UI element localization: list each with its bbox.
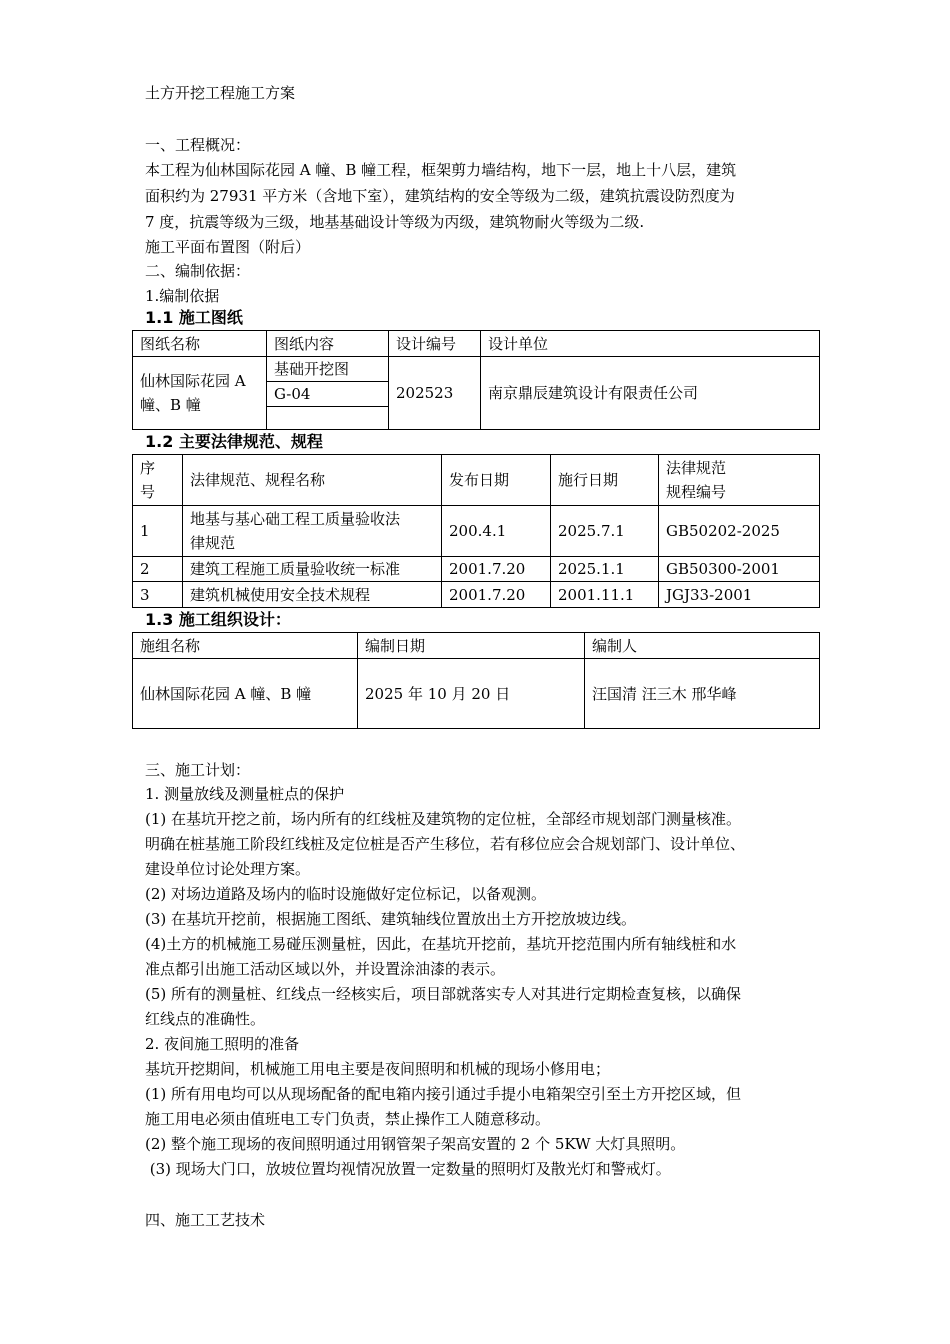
compile-date: 2025 年 10 月 20 日 bbox=[358, 659, 585, 729]
plan-line: (4)土方的机械施工易碰压测量桩，因此，在基坑开挖前，基坑开挖范围内所有轴线桩和水 bbox=[145, 935, 737, 953]
plan-line: 基坑开挖期间，机械施工用电主要是夜间照明和机械的现场小修用电； bbox=[145, 1060, 611, 1078]
plan-line: 准点都引出施工活动区域以外，并设置涂油漆的表示。 bbox=[145, 960, 506, 978]
section-heading-plan: 三、施工计划： bbox=[145, 761, 251, 779]
plan-line: (3) 在基坑开挖前，根据施工图纸、建筑轴线位置放出土方开挖放坡边线。 bbox=[145, 910, 637, 928]
regulation-code: GB50202-2025 bbox=[659, 506, 820, 557]
table-header-cell: 施组名称 bbox=[133, 633, 358, 659]
plan-line: 建设单位讨论处理方案。 bbox=[145, 860, 311, 878]
drawing-name-line: 幢、B 幢 bbox=[140, 396, 201, 414]
design-code-cell: 202523 bbox=[389, 357, 481, 430]
section-heading-overview: 一、工程概况： bbox=[145, 136, 251, 154]
section-heading-basis: 二、编制依据： bbox=[145, 262, 251, 280]
row-number: 3 bbox=[133, 582, 183, 608]
table-header-cell: 施行日期 bbox=[551, 455, 659, 506]
regulation-name: 建筑工程施工质量验收统一标准 bbox=[183, 557, 442, 582]
table-row bbox=[133, 557, 820, 582]
regulation-code: GB50300-2001 bbox=[659, 557, 820, 582]
plan-line: 1. 测量放线及测量桩点的保护 bbox=[145, 785, 345, 803]
drawing-name-cell bbox=[133, 357, 267, 430]
drawing-content-cell: 基础开挖图 bbox=[267, 357, 389, 382]
plan-line: (3) 现场大门口，放坡位置均视情况放置一定数量的照明灯及散光灯和警戒灯。 bbox=[145, 1160, 671, 1178]
heading-construction-org: 1.3 施工组织设计： bbox=[145, 610, 291, 629]
regulations-table bbox=[132, 454, 820, 608]
plan-line: 施工用电必须由值班电工专门负责，禁止操作工人随意移动。 bbox=[145, 1110, 551, 1128]
table-header-cell bbox=[659, 455, 820, 506]
plan-line: 2. 夜间施工照明的准备 bbox=[145, 1035, 300, 1053]
org-name: 仙林国际花园 A 幢、B 幢 bbox=[133, 659, 358, 729]
table-row bbox=[133, 506, 820, 557]
table-header-cell: 设计单位 bbox=[481, 331, 820, 357]
effective-date: 2025.7.1 bbox=[551, 506, 659, 557]
regulation-name-line: 地基与基心础工程工质量验收法 bbox=[190, 510, 401, 528]
drawing-content-cell bbox=[267, 407, 389, 430]
table-header-cell: 设计编号 bbox=[389, 331, 481, 357]
drawing-content-cell: G-04 bbox=[267, 382, 389, 407]
drawing-name-line: 仙林国际花园 A bbox=[140, 372, 246, 390]
plan-line: (2) 整个施工现场的夜间照明通过用钢管架子架高安置的 2 个 5KW 大灯具照明。 bbox=[145, 1135, 686, 1153]
table-header-cell: 编制人 bbox=[585, 633, 820, 659]
heading-regulations: 1.2 主要法律规范、规程 bbox=[145, 432, 323, 451]
document-title: 土方开挖工程施工方案 bbox=[145, 84, 296, 102]
regulation-code: JGJ33-2001 bbox=[659, 582, 820, 608]
plan-line: (2) 对场边道路及场内的临时设施做好定位标记，以备观测。 bbox=[145, 885, 547, 903]
table-header-cell: 发布日期 bbox=[442, 455, 551, 506]
section-heading-technology: 四、施工工艺技术 bbox=[145, 1211, 266, 1229]
plan-line: (1) 在基坑开挖之前，场内所有的红线桩及建筑物的定位桩，全部经市规划部门测量核准。 bbox=[145, 810, 742, 828]
publish-date: 2001.7.20 bbox=[442, 582, 551, 608]
table-header-cell: 法律规范、规程名称 bbox=[183, 455, 442, 506]
table-header-cell: 编制日期 bbox=[358, 633, 585, 659]
header-line: 法律规范 bbox=[666, 459, 727, 477]
regulation-name: 建筑机械使用安全技术规程 bbox=[183, 582, 442, 608]
publish-date: 2001.7.20 bbox=[442, 557, 551, 582]
effective-date: 2001.11.1 bbox=[551, 582, 659, 608]
plan-line: 明确在桩基施工阶段红线桩及定位桩是否产生移位，若有移位应会合规划部门、设计单位、 bbox=[145, 835, 746, 853]
plan-line: (1) 所有用电均可以从现场配备的配电箱内接引通过手提小电箱架空引至土方开挖区域，但 bbox=[145, 1085, 742, 1103]
plan-line: (5) 所有的测量桩、红线点一经核实后，项目部就落实专人对其进行定期检查复核，以确保 bbox=[145, 985, 742, 1003]
header-line: 号 bbox=[140, 483, 156, 501]
publish-date: 200.4.1 bbox=[442, 506, 551, 557]
header-line: 序 bbox=[140, 459, 156, 477]
table-header-cell bbox=[133, 455, 183, 506]
table-header-cell: 图纸内容 bbox=[267, 331, 389, 357]
construction-org-table bbox=[132, 632, 820, 729]
row-number: 1 bbox=[133, 506, 183, 557]
table-row bbox=[133, 582, 820, 608]
header-line: 规程编号 bbox=[666, 483, 727, 501]
overview-line: 7 度，抗震等级为三级，地基基础设计等级为丙级，建筑物耐火等级为二级. bbox=[145, 213, 645, 231]
row-number: 2 bbox=[133, 557, 183, 582]
table-header-cell: 图纸名称 bbox=[133, 331, 267, 357]
effective-date: 2025.1.1 bbox=[551, 557, 659, 582]
overview-line: 面积约为 27931 平方米（含地下室），建筑结构的安全等级为二级，建筑抗震设防烈度为 bbox=[145, 187, 735, 205]
compilers: 汪国清 汪三木 邢华峰 bbox=[585, 659, 820, 729]
regulation-name-line: 律规范 bbox=[190, 534, 236, 552]
subsection-basis: 1.编制依据 bbox=[145, 287, 220, 305]
layout-plan-note: 施工平面布置图（附后） bbox=[145, 238, 311, 256]
plan-line: 红线点的准确性。 bbox=[145, 1010, 266, 1028]
table-row bbox=[133, 659, 820, 729]
heading-drawings: 1.1 施工图纸 bbox=[145, 308, 243, 327]
overview-line: 本工程为仙林国际花园 A 幢、B 幢工程，框架剪力墙结构，地下一层，地上十八层，建筑 bbox=[145, 161, 737, 179]
drawings-table bbox=[132, 330, 820, 430]
regulation-name bbox=[183, 506, 442, 557]
design-unit-cell: 南京鼎辰建筑设计有限责任公司 bbox=[481, 357, 820, 430]
